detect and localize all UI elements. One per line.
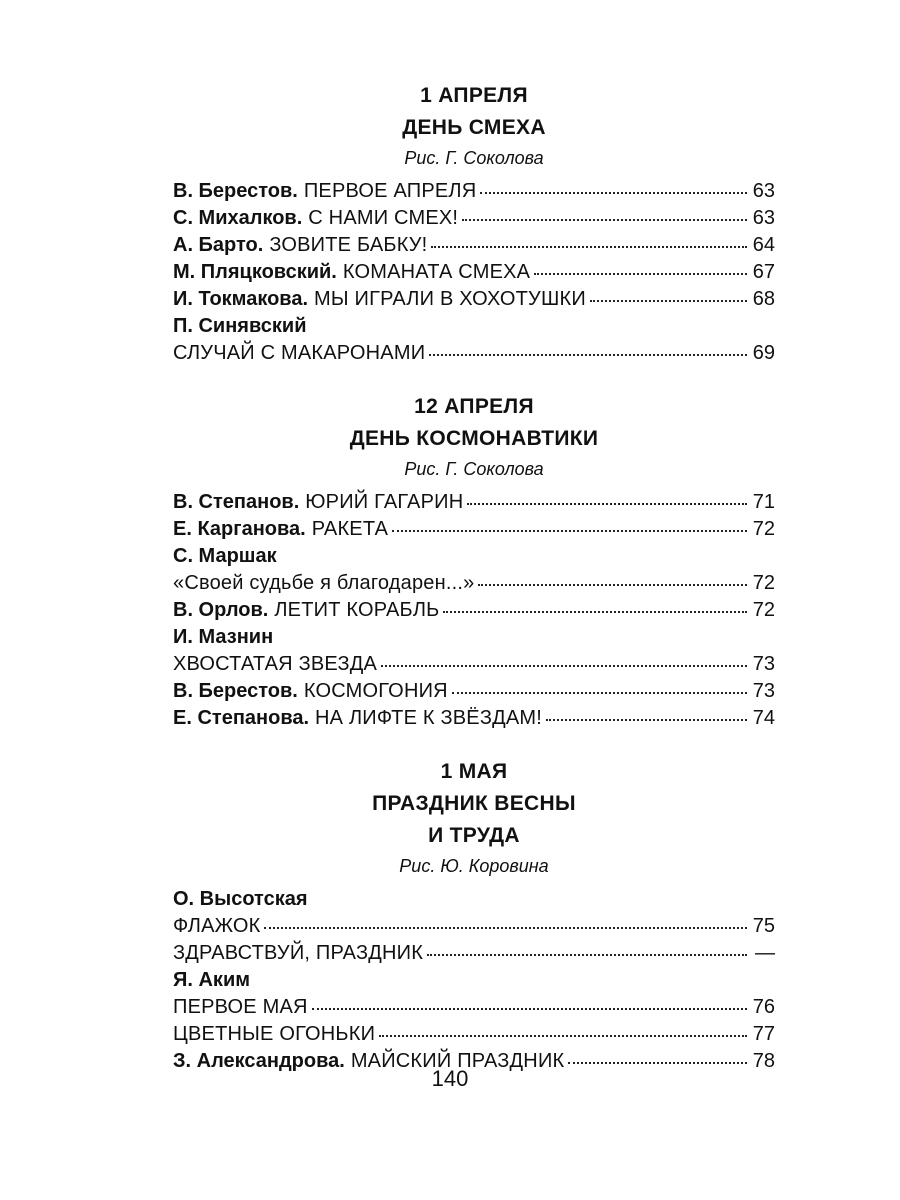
toc-entry[interactable]: [173, 940, 775, 967]
entry-page-number: 74: [752, 707, 775, 729]
entry-page-number: 76: [752, 996, 775, 1018]
toc-entry[interactable]: [173, 340, 775, 367]
toc-section: [173, 391, 775, 732]
section-heading: ДЕНЬ СМЕХА: [402, 116, 546, 139]
dot-leader: [478, 584, 747, 586]
entry-author: И. Токмакова.: [173, 288, 308, 310]
entry-title: С НАМИ СМЕХ!: [308, 207, 459, 229]
entry-page-number: 75: [752, 915, 775, 937]
entry-author: Е. Степанова.: [173, 707, 310, 729]
author-name: П. Синявский: [173, 315, 307, 337]
toc-entry[interactable]: [173, 705, 775, 732]
entry-author: В. Берестов.: [173, 180, 298, 202]
dot-leader: [264, 927, 747, 929]
entry-page-number: 73: [752, 680, 775, 702]
entry-title: КОМАНАТА СМЕХА: [342, 261, 531, 283]
dot-leader: [568, 1062, 747, 1064]
entry-author: В. Степанов.: [173, 491, 300, 513]
entry-author: З. Александрова.: [173, 1050, 345, 1072]
dot-leader: [312, 1008, 747, 1010]
dot-leader: [534, 273, 747, 275]
entry-title: КОСМОГОНИЯ: [303, 680, 448, 702]
entry-title: МЫ ИГРАЛИ В ХОХОТУШКИ: [314, 288, 586, 310]
toc-entry[interactable]: [173, 570, 775, 597]
toc-entry[interactable]: [173, 678, 775, 705]
section-heading: ПРАЗДНИК ВЕСНЫ: [372, 792, 576, 815]
entry-title: ПЕРВОЕ МАЯ: [173, 996, 308, 1018]
toc-entry[interactable]: [173, 651, 775, 678]
toc-entry[interactable]: [173, 286, 775, 313]
entry-page-number: 71: [752, 491, 775, 513]
illustrator-credit: Рис. Г. Соколова: [404, 459, 544, 479]
author-name: Я. Аким: [173, 969, 251, 991]
dot-leader: [381, 665, 747, 667]
toc-entry[interactable]: [173, 489, 775, 516]
dot-leader: [452, 692, 747, 694]
dot-leader: [379, 1035, 747, 1037]
dot-leader: [480, 192, 747, 194]
entry-page-number: —: [755, 942, 775, 964]
entry-page-number: 68: [752, 288, 775, 310]
dot-leader: [431, 246, 747, 248]
dot-leader: [443, 611, 747, 613]
entry-title: ЦВЕТНЫЕ ОГОНЬКИ: [173, 1023, 376, 1045]
entry-page-number: 73: [752, 653, 775, 675]
entry-title: ФЛАЖОК: [173, 915, 261, 937]
entry-page-number: 72: [752, 518, 775, 540]
dot-leader: [590, 300, 747, 302]
section-spacer: [173, 377, 775, 391]
section-heading: 1 АПРЕЛЯ: [420, 84, 528, 107]
dot-leader: [462, 219, 747, 221]
toc-entry[interactable]: [173, 232, 775, 259]
entry-author: С. Михалков.: [173, 207, 303, 229]
dot-leader: [546, 719, 747, 721]
author-name: И. Мазнин: [173, 626, 274, 648]
author-name: С. Маршак: [173, 545, 277, 567]
entry-page-number: 63: [752, 180, 775, 202]
entry-title: НА ЛИФТЕ К ЗВЁЗДАМ!: [315, 707, 543, 729]
dot-leader: [467, 503, 747, 505]
entry-author: В. Орлов.: [173, 599, 269, 621]
entry-title: ЮРИЙ ГАГАРИН: [305, 491, 464, 513]
author-name: О. Высотская: [173, 888, 308, 910]
toc-section: [173, 80, 775, 367]
entry-page-number: 69: [752, 342, 775, 364]
entry-author: В. Берестов.: [173, 680, 298, 702]
dot-leader: [427, 954, 747, 956]
table-of-contents: [173, 80, 775, 1085]
dot-leader: [429, 354, 747, 356]
toc-entry[interactable]: [173, 1021, 775, 1048]
dot-leader: [392, 530, 747, 532]
toc-section: [173, 756, 775, 1075]
entry-title: ХВОСТАТАЯ ЗВЕЗДА: [173, 653, 378, 675]
toc-entry[interactable]: [173, 259, 775, 286]
entry-title: ЗОВИТЕ БАБКУ!: [269, 234, 428, 256]
entry-title: ПЕРВОЕ АПРЕЛЯ: [303, 180, 477, 202]
illustrator-credit: Рис. Ю. Коровина: [399, 856, 549, 876]
entry-author: А. Барто.: [173, 234, 264, 256]
toc-entry[interactable]: [173, 516, 775, 543]
entry-title: ЗДРАВСТВУЙ, ПРАЗДНИК: [173, 942, 424, 964]
entry-page-number: 78: [752, 1050, 775, 1072]
toc-entry[interactable]: [173, 913, 775, 940]
illustrator-credit: Рис. Г. Соколова: [404, 148, 544, 168]
entry-page-number: 63: [752, 207, 775, 229]
toc-entry[interactable]: [173, 597, 775, 624]
entry-page-number: 72: [752, 599, 775, 621]
toc-entry[interactable]: [173, 178, 775, 205]
section-spacer: [173, 742, 775, 756]
section-heading: ДЕНЬ КОСМОНАВТИКИ: [349, 427, 599, 450]
section-heading: 1 МАЯ: [440, 760, 508, 783]
entry-page-number: 64: [752, 234, 775, 256]
entry-title: «Своей судьбе я благодарен...»: [173, 572, 475, 594]
toc-entry[interactable]: [173, 205, 775, 232]
section-heading: И ТРУДА: [428, 824, 520, 847]
entry-author: М. Пляцковский.: [173, 261, 337, 283]
entry-author: Е. Карганова.: [173, 518, 306, 540]
entry-title: СЛУЧАЙ С МАКАРОНАМИ: [173, 342, 426, 364]
entry-page-number: 77: [752, 1023, 775, 1045]
entry-title: МАЙСКИЙ ПРАЗДНИК: [350, 1050, 565, 1072]
section-heading: 12 АПРЕЛЯ: [414, 395, 534, 418]
entry-title: РАКЕТА: [311, 518, 389, 540]
page-number: 140: [431, 1066, 469, 1091]
toc-entry[interactable]: [173, 994, 775, 1021]
entry-title: ЛЕТИТ КОРАБЛЬ: [274, 599, 440, 621]
entry-page-number: 72: [752, 572, 775, 594]
entry-page-number: 67: [752, 261, 775, 283]
